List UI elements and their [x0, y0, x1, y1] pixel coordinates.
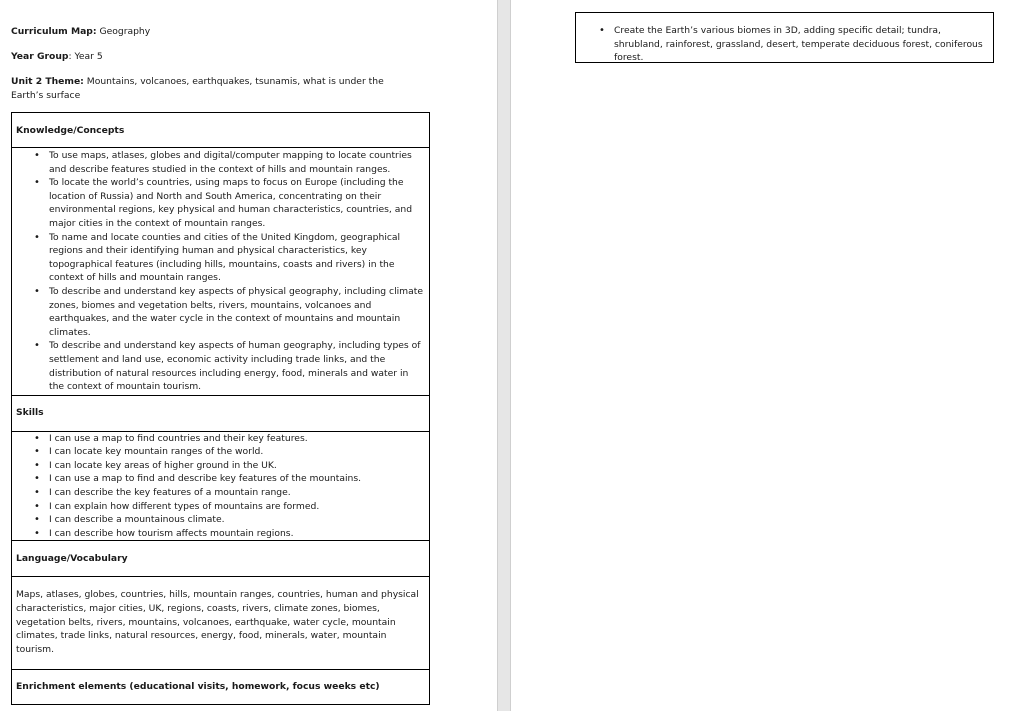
- list-item: • I can locate key mountain ranges of the world.: [49, 445, 425, 459]
- enrichment-heading: Enrichment elements (educational visits, homework, focus weeks etc): [12, 670, 430, 705]
- vocabulary-text: Maps, atlases, globes, countries, hills, mountain ranges, countries, human and physical characteristics, major cities, UK, regions, coasts, rivers, climate zones, biomes, vegetation belts, rivers, mountains, volcanoes, earthquake, water cycle, mountain climates, trade links, natural resources, energy, food, minerals, water, mountain tourism.: [12, 577, 430, 670]
- unit-theme-value: Mountains, volcanoes, earthquakes, tsunamis, what is under the Earth’s surface: [11, 76, 384, 101]
- year-group-line: [11, 50, 103, 64]
- list-item: • I can explain how different types of mountains are formed.: [49, 500, 425, 514]
- list-item: • To name and locate counties and cities of the United Kingdom, geographical regions and their identifying human and physical characteristics, key topographical features (including hills, mountains, coasts and rivers) in the context of hills and mountain ranges.: [49, 231, 425, 285]
- table-row: [12, 431, 430, 541]
- curriculum-map-value: Geography: [96, 26, 151, 37]
- list-item: • To use maps, atlases, globes and digital/computer mapping to locate countries and describe features studied in the context of hills and mountain ranges.: [49, 149, 425, 176]
- skills-cell: [12, 431, 430, 541]
- document-page-left: [0, 0, 497, 711]
- table-row: [12, 395, 430, 431]
- table-row: [12, 113, 430, 148]
- page-gutter: [497, 0, 511, 711]
- knowledge-cell: [12, 148, 430, 396]
- list-item: • I can locate key areas of higher ground in the UK.: [49, 459, 425, 473]
- curriculum-table: [11, 112, 430, 705]
- list-item: • I can use a map to find and describe key features of the mountains.: [49, 472, 425, 486]
- year-group-value: : Year 5: [68, 51, 103, 62]
- list-item: • To locate the world’s countries, using maps to focus on Europe (including the location of Russia) and North and South America, concentrating on their environmental regions, key physical and human characteristics, countries, and major cities in the context of mountain ranges.: [49, 176, 425, 230]
- skills-heading: Skills: [12, 395, 430, 431]
- enrichment-list: [576, 13, 993, 65]
- list-item: • To describe and understand key aspects of human geography, including types of settlement and land use, economic activity including trade links, and the distribution of natural resources including energy, food, minerals and water in the context of mountain tourism.: [49, 339, 425, 393]
- list-item: • I can describe how tourism affects mountain regions.: [49, 527, 425, 541]
- year-group-label: Year Group: [11, 51, 69, 62]
- list-item: • I can describe the key features of a mountain range.: [49, 486, 425, 500]
- language-heading: Language/Vocabulary: [12, 541, 430, 577]
- table-row: [12, 670, 430, 705]
- list-item: • Create the Earth’s various biomes in 3D, adding specific detail; tundra, shrubland, rainforest, grassland, desert, temperate deciduous forest, coniferous forest.: [614, 24, 987, 65]
- unit-theme-line: [11, 75, 416, 102]
- list-item: • I can use a map to find countries and their key features.: [49, 432, 425, 446]
- list-item: • I can describe a mountainous climate.: [49, 513, 425, 527]
- table-row: [12, 541, 430, 577]
- enrichment-box: [575, 12, 994, 63]
- skills-list: [16, 432, 425, 541]
- unit-theme-label: Unit 2 Theme:: [11, 76, 84, 87]
- knowledge-heading: Knowledge/Concepts: [12, 113, 430, 148]
- list-item: • To describe and understand key aspects of physical geography, including climate zones, biomes and vegetation belts, rivers, mountains, volcanoes and earthquakes, and the water cycle in the context of mountains and mountain climates.: [49, 285, 425, 339]
- curriculum-map-line: [11, 25, 150, 39]
- curriculum-map-label: Curriculum Map:: [11, 26, 97, 37]
- document-page-right: [511, 0, 1012, 711]
- table-row: [12, 148, 430, 396]
- table-row: [12, 577, 430, 670]
- knowledge-list: [16, 149, 425, 394]
